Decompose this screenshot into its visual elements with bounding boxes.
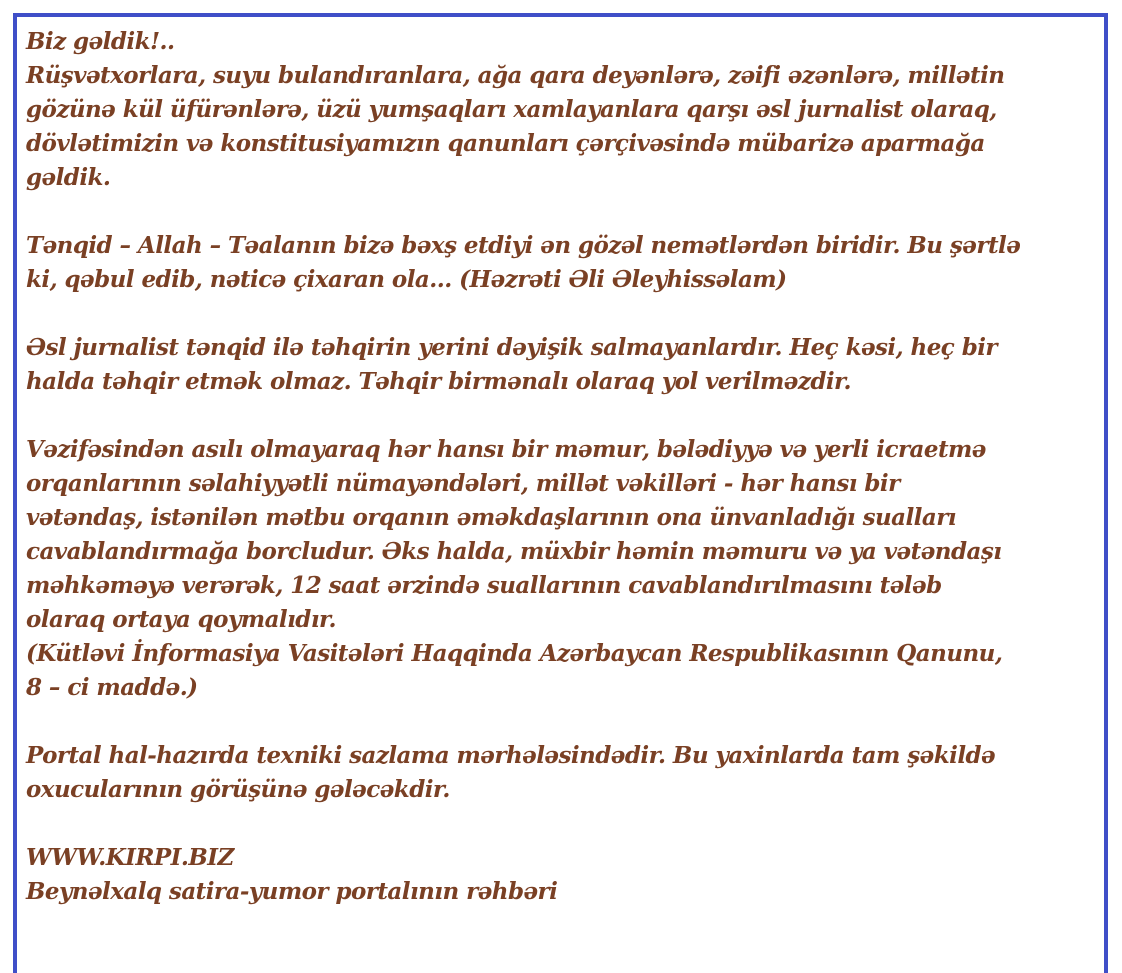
law-line: olaraq ortaya qoymalıdır. [26,606,336,633]
signature-block [26,841,1081,909]
principle-paragraph [26,331,1081,399]
law-line: məhkəməyə verərək, 12 saat ərzində suallarının cavablandırılmasını tələb [26,572,942,599]
law-citation: 8 – ci maddə.) [26,674,198,701]
paragraph-gap [26,399,1081,433]
signature-title: Beynəlxalq satira-yumor portalının rəhbəri [26,878,558,905]
intro-line: dövlətimizin və konstitusiyamızın qanunları çərçivəsində mübarizə aparmağa [26,130,985,157]
principle-line: Əsl jurnalist tənqid ilə təhqirin yerini dəyişik salmayanlardır. Heç kəsi, heç bir [26,334,997,361]
law-line: Vəzifəsindən asılı olmayaraq hər hansı bir məmur, bələdiyyə və yerli icraetmə [26,436,986,463]
intro-line: Rüşvətxorlara, suyu bulandıranlara, ağa qara deyənlərə, zəifi əzənlərə, millətin [26,62,1005,89]
law-line: vətəndaş, istənilən mətbu orqanın əməkdaşlarının ona ünvanladığı sualları [26,504,956,531]
paragraph-gap [26,807,1081,841]
quote-paragraph [26,229,1081,297]
site-url: WWW.KIRPI.BIZ [26,844,234,871]
notice-paragraph [26,739,1081,807]
document-body [26,25,1081,909]
quote-line: Tənqid – Allah – Təalanın bizə bəxş etdiyi ən gözəl nemətlərdən biridir. Bu şərtlə [26,232,1021,259]
law-paragraph [26,433,1081,705]
intro-heading: Biz gəldik!.. [26,28,175,55]
law-line: cavablandırmağa borcludur. Əks halda, müxbir həmin məmuru və ya vətəndaşı [26,538,1002,565]
intro-line: gəldik. [26,164,111,191]
quote-line: ki, qəbul edib, nəticə çixaran ola… (Həzrəti Əli Əleyhissəlam) [26,266,787,293]
paragraph-gap [26,297,1081,331]
law-citation: (Kütləvi İnformasiya Vasitələri Haqqinda Azərbaycan Respublikasının Qanunu, [26,640,1003,667]
paragraph-gap [26,705,1081,739]
principle-line: halda təhqir etmək olmaz. Təhqir birmənalı olaraq yol verilməzdir. [26,368,851,395]
notice-line: oxucularının görüşünə gələcəkdir. [26,776,450,803]
intro-line: gözünə kül üfürənlərə, üzü yumşaqları xamlayanlara qarşı əsl jurnalist olaraq, [26,96,997,123]
intro-paragraph [26,25,1081,195]
paragraph-gap [26,195,1081,229]
law-line: orqanlarının səlahiyyətli nümayəndələri, millət vəkilləri - hər hansı bir [26,470,900,497]
notice-line: Portal hal-hazırda texniki sazlama mərhələsindədir. Bu yaxinlarda tam şəkildə [26,742,996,769]
